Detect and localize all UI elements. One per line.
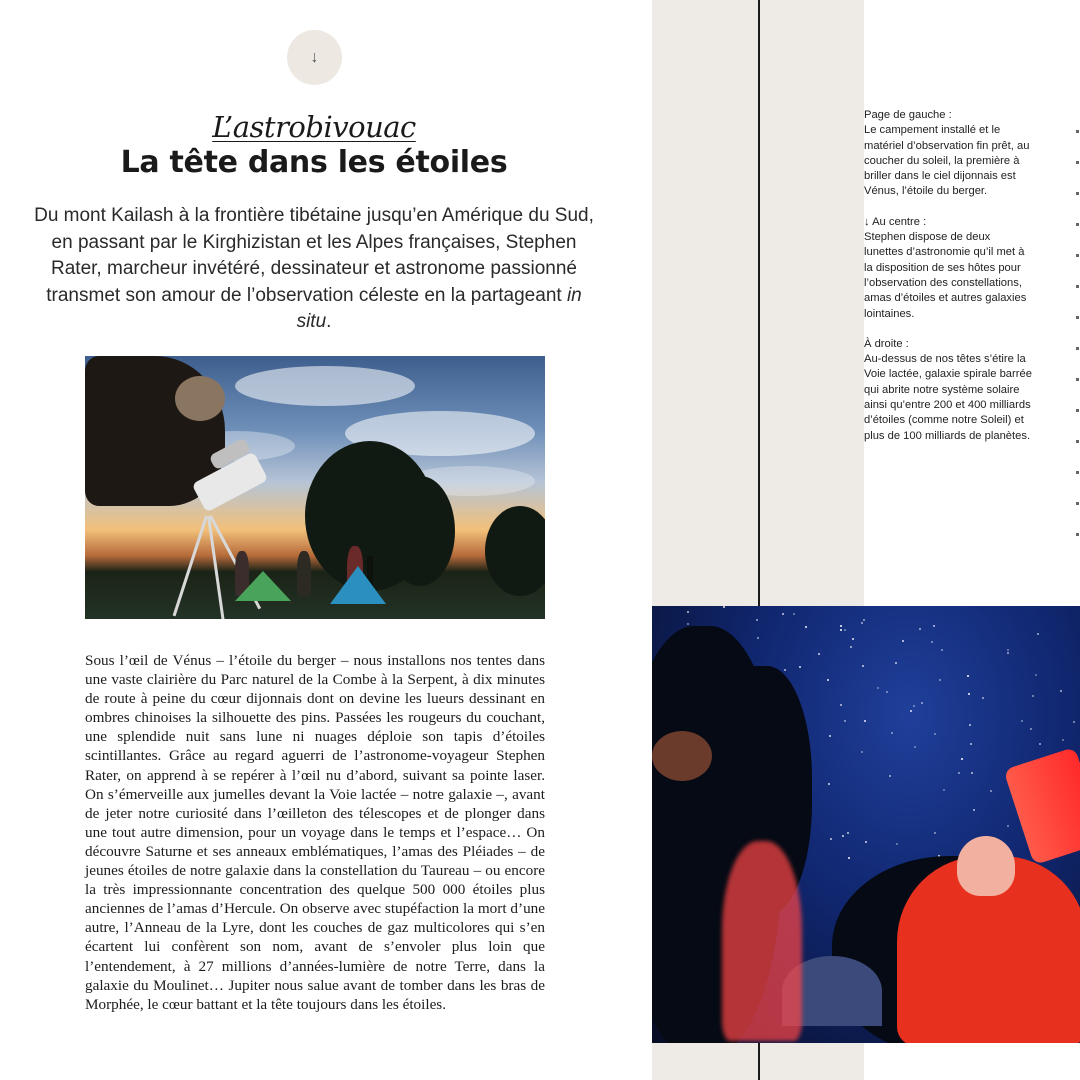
edge-marks bbox=[1076, 130, 1080, 570]
article-body: Sous l’œil de Vénus – l’étoile du berger – nous installons nos tentes dans une vaste clairière du Parc naturel de la Combe à la Serpent, à dix minutes de route à peine du cœur dijonnais dont on devine les lueurs dessinant en ombres chinoises la silhouette des pins. Passées les rougeurs du couchant, une splendide nuit sans lune ni nuages déploie son tapis d’étoiles scintillantes. Grâce au regard aguerri de l’astronome-voyageur Stephen Rater, on apprend à se repérer à l’œil nu d’abord, suivant sa pointe laser. On s’émerveille aux jumelles devant la Voie lactée – notre galaxie –, avant de jeter notre curiosité dans l’œilleton des télescopes et de plonger dans une tout autre dimension, pour un voyage dans le temps et l’espace… On découvre Saturne et ses anneaux emblématiques, l’amas des Pléiades – de jeunes étoiles de notre galaxie dans la constellation du Taureau – ou encore la très impressionnante concentration des quelque 500 000 étoiles plus anciennes de l’amas d’Hercule. On observe avec stupéfaction la mort d’une autre, l’Anneau de la Lyre, dont les couches de gaz multicolores qui s’en écartent lui confèrent son nom, avant de s’envoler plus loin que l’entendement, à 27 millions d’années-lumière de notre Terre, dans la galaxie du Moulinet… Jupiter nous salue avant de tomber dans les bras de Morphée, le cœur battant et la tête toujours dans les étoiles. bbox=[85, 652, 545, 1013]
caption-left-head: Page de gauche : bbox=[864, 109, 952, 121]
star-dot bbox=[934, 832, 936, 834]
star-dot bbox=[861, 622, 863, 624]
star-dot bbox=[840, 704, 842, 706]
star-dot bbox=[756, 619, 758, 621]
star-dot bbox=[1030, 728, 1032, 730]
star-dot bbox=[844, 629, 846, 631]
caption-left-text: Le campement installé et le matériel d’observation fin prêt, au coucher du soleil, la première à briller dans le ciel dijonnais est Vénus, l’étoile du berger. bbox=[864, 124, 1030, 198]
star-dot bbox=[934, 733, 936, 735]
star-dot bbox=[958, 772, 960, 774]
star-dot bbox=[1007, 825, 1009, 827]
scroll-down-button[interactable] bbox=[287, 30, 342, 85]
star-dot bbox=[970, 743, 972, 745]
star-dot bbox=[967, 675, 969, 677]
star-dot bbox=[919, 628, 921, 630]
star-dot bbox=[840, 625, 842, 627]
caption-right bbox=[864, 337, 1032, 444]
star-dot bbox=[971, 772, 973, 774]
star-dot bbox=[830, 838, 832, 840]
star-dot bbox=[863, 619, 865, 621]
star-dot bbox=[847, 832, 849, 834]
star-dot bbox=[829, 735, 831, 737]
star-dot bbox=[969, 724, 971, 726]
star-dot bbox=[850, 646, 852, 648]
star-dot bbox=[1007, 649, 1009, 651]
star-dot bbox=[818, 653, 820, 655]
star-dot bbox=[864, 720, 866, 722]
star-dot bbox=[799, 666, 801, 668]
star-dot bbox=[1032, 695, 1034, 697]
star-dot bbox=[913, 705, 915, 707]
star-dot bbox=[990, 790, 992, 792]
star-dot bbox=[828, 783, 830, 785]
lede-end: . bbox=[326, 311, 332, 332]
star-dot bbox=[805, 626, 807, 628]
star-dot bbox=[921, 702, 923, 704]
article-kicker: L’astrobivouac bbox=[212, 110, 416, 144]
star-dot bbox=[827, 679, 829, 681]
article-lede bbox=[30, 203, 598, 336]
star-dot bbox=[886, 691, 888, 693]
caption-center-head: ↓ Au centre : bbox=[864, 215, 927, 228]
star-dot bbox=[891, 732, 893, 734]
star-dot bbox=[852, 638, 854, 640]
lede-main: Du mont Kailash à la frontière tibétaine jusqu’en Amérique du Sud, en passant par le Kirghizistan et les Alpes françaises, Stephen Rater, marcheur invétéré, dessinateur et astronome passionné transmet son amour de l’observation céleste en la partageant bbox=[34, 205, 594, 306]
star-dot bbox=[931, 641, 933, 643]
caption-center-text: Stephen dispose de deux lunettes d’astronomie qu’il met à la disposition de ses hôtes pour l’observation des constellations, amas d’étoiles et autres galaxies lointaines. bbox=[864, 231, 1027, 320]
star-dot bbox=[687, 623, 689, 625]
arrow-down-icon: ↓ bbox=[310, 48, 319, 66]
star-dot bbox=[1021, 720, 1023, 722]
star-dot bbox=[914, 746, 916, 748]
photo-captions bbox=[864, 108, 1032, 459]
right-page bbox=[652, 0, 1080, 1080]
night-sky-photo bbox=[652, 606, 1080, 1043]
star-dot bbox=[793, 613, 795, 615]
star-dot bbox=[1037, 633, 1039, 635]
star-dot bbox=[961, 758, 963, 760]
caption-right-head: À droite : bbox=[864, 337, 909, 350]
caption-center bbox=[864, 215, 1032, 322]
article-title: La tête dans les étoiles bbox=[120, 145, 508, 180]
star-dot bbox=[877, 687, 879, 689]
star-dot bbox=[941, 649, 943, 651]
star-dot bbox=[1035, 674, 1037, 676]
caption-right-text: Au-dessus de nos têtes s’étire la Voie lactée, galaxie spirale barrée qui abrite notre système solaire ainsi qu’entre 200 et 400 milliards d’étoiles (comme notre Soleil) et plus de 100 milliards de planètes. bbox=[864, 353, 1032, 442]
star-dot bbox=[757, 637, 759, 639]
telescope-sunset-photo bbox=[85, 356, 545, 619]
star-dot bbox=[687, 611, 689, 613]
star-dot bbox=[982, 697, 984, 699]
star-dot bbox=[784, 669, 786, 671]
star-dot bbox=[910, 710, 912, 712]
star-dot bbox=[933, 625, 935, 627]
star-dot bbox=[968, 693, 970, 695]
star-dot bbox=[861, 751, 863, 753]
star-dot bbox=[1062, 739, 1064, 741]
star-dot bbox=[840, 629, 842, 631]
star-dot bbox=[896, 843, 898, 845]
star-dot bbox=[1060, 690, 1062, 692]
star-dot bbox=[782, 613, 784, 615]
star-dot bbox=[1073, 721, 1075, 723]
lede-italic: in situ bbox=[296, 284, 582, 332]
star-dot bbox=[973, 809, 975, 811]
star-dot bbox=[943, 789, 945, 791]
star-dot bbox=[844, 720, 846, 722]
star-dot bbox=[723, 606, 725, 608]
star-dot bbox=[902, 640, 904, 642]
star-dot bbox=[1007, 652, 1009, 654]
star-dot bbox=[1039, 743, 1041, 745]
star-dot bbox=[895, 662, 897, 664]
star-dot bbox=[865, 841, 867, 843]
star-dot bbox=[862, 665, 864, 667]
star-dot bbox=[842, 835, 844, 837]
star-dot bbox=[939, 679, 941, 681]
caption-left bbox=[864, 108, 1032, 200]
star-dot bbox=[889, 775, 891, 777]
star-dot bbox=[848, 857, 850, 859]
